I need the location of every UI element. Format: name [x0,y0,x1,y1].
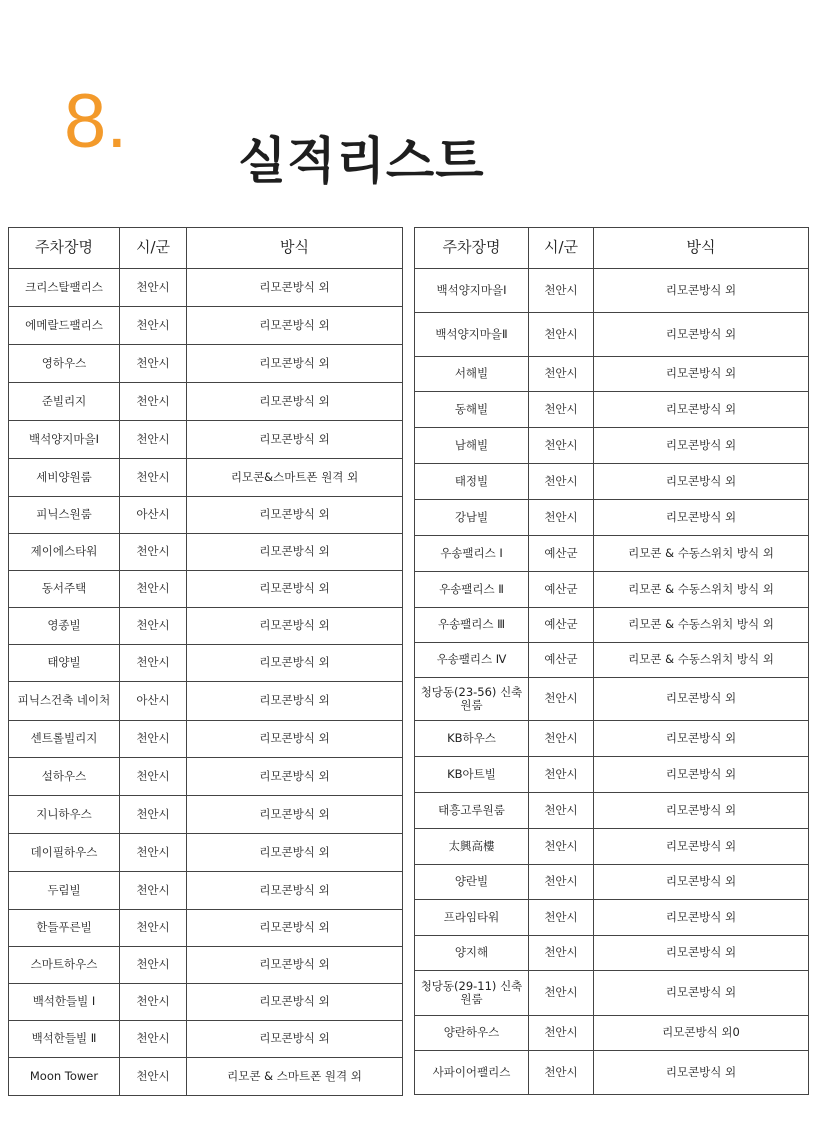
cell-method: 리모콘방식 외 [594,428,809,464]
cell-method: 리모콘방식 외 [187,421,403,459]
cell-city: 예산군 [529,536,594,572]
table-row [415,757,809,793]
cell-city: 천안시 [529,721,594,757]
cell-parking-name: 사파이어팰리스 [415,1051,529,1095]
cell-city: 천안시 [120,947,187,984]
table-row [9,910,403,947]
cell-parking-name: 피닉스건축 네이처 [9,682,120,721]
table-row [415,971,809,1016]
cell-method: 리모콘방식 외 [187,984,403,1021]
cell-city: 아산시 [120,682,187,721]
cell-method: 리모콘 & 수동스위치 방식 외 [594,608,809,643]
cell-city: 천안시 [120,910,187,947]
cell-method: 리모콘방식 외 [187,834,403,872]
cell-method: 리모콘방식 외 [187,383,403,421]
cell-parking-name: 백석한들빌 Ⅰ [9,984,120,1021]
table-row [415,865,809,900]
cell-parking-name: 백석양지마을Ⅱ [415,313,529,357]
table-row [9,345,403,383]
cell-city: 천안시 [529,313,594,357]
cell-city: 천안시 [120,571,187,608]
cell-method: 리모콘방식 외 [187,534,403,571]
cell-method: 리모콘방식 외 [594,500,809,536]
table-row [415,793,809,829]
cell-method: 리모콘방식 외 [594,313,809,357]
cell-parking-name: 프라임타워 [415,900,529,936]
cell-method: 리모콘 & 수동스위치 방식 외 [594,536,809,572]
cell-city: 천안시 [120,1021,187,1058]
table-row [9,984,403,1021]
cell-method: 리모콘방식 외 [187,1021,403,1058]
cell-parking-name: 백석한들빌 Ⅱ [9,1021,120,1058]
cell-method: 리모콘 & 수동스위치 방식 외 [594,572,809,608]
table-row [9,608,403,645]
cell-city: 천안시 [529,971,594,1016]
table-row [415,464,809,500]
column-header-parking-name: 주차장명 [415,228,529,269]
table-row [9,645,403,682]
cell-parking-name: 태정빌 [415,464,529,500]
cell-parking-name: 백석양지마을Ⅰ [415,269,529,313]
table-row [415,269,809,313]
cell-city: 아산시 [120,497,187,534]
cell-parking-name: 세비양원룸 [9,459,120,497]
cell-city: 천안시 [120,534,187,571]
table-row [415,608,809,643]
cell-method: 리모콘방식 외 [594,357,809,392]
cell-method: 리모콘방식 외 [594,678,809,721]
table-row [415,536,809,572]
cell-method: 리모콘방식 외 [594,757,809,793]
cell-parking-name: 제이에스타워 [9,534,120,571]
cell-method: 리모콘방식 외 [594,793,809,829]
cell-parking-name: 백석양지마을Ⅰ [9,421,120,459]
cell-city: 천안시 [120,269,187,307]
cell-parking-name: 스마트하우스 [9,947,120,984]
cell-parking-name: 서해빌 [415,357,529,392]
cell-city: 천안시 [529,357,594,392]
cell-city: 천안시 [120,383,187,421]
cell-parking-name: 양지해 [415,936,529,971]
cell-city: 천안시 [120,608,187,645]
table-row [415,392,809,428]
table-row [9,497,403,534]
cell-parking-name: 준빌리지 [9,383,120,421]
table-row [9,1021,403,1058]
cell-method: 리모콘방식 외 [187,608,403,645]
cell-parking-name: KB하우스 [415,721,529,757]
results-table-right [414,227,809,1095]
cell-city: 천안시 [529,269,594,313]
table-row [9,796,403,834]
table-row [9,571,403,608]
cell-method: 리모콘방식 외 [594,464,809,500]
cell-method: 리모콘방식 외 [594,1051,809,1095]
cell-city: 천안시 [529,1051,594,1095]
table-row [9,459,403,497]
cell-parking-name: 청당동(23-56) 신축원룸 [415,678,529,721]
cell-method: 리모콘방식 외 [594,971,809,1016]
cell-method: 리모콘방식 외 [187,796,403,834]
cell-city: 천안시 [120,1058,187,1096]
cell-parking-name: 강남빌 [415,500,529,536]
table-row [415,1016,809,1051]
cell-method: 리모콘방식 외 [187,758,403,796]
cell-city: 천안시 [120,758,187,796]
cell-city: 천안시 [529,936,594,971]
cell-parking-name: 태흥고루원룸 [415,793,529,829]
cell-city: 천안시 [529,757,594,793]
table-row [415,678,809,721]
column-header-city: 시/군 [120,228,187,269]
cell-city: 천안시 [120,345,187,383]
cell-parking-name: Moon Tower [9,1058,120,1096]
cell-method: 리모콘방식 외0 [594,1016,809,1051]
cell-method: 리모콘&스마트폰 원격 외 [187,459,403,497]
cell-city: 천안시 [529,900,594,936]
cell-parking-name: 우송팰리스 Ⅳ [415,643,529,678]
cell-city: 예산군 [529,643,594,678]
table-row [415,643,809,678]
cell-city: 천안시 [120,459,187,497]
cell-method: 리모콘방식 외 [594,392,809,428]
results-table-left [8,227,403,1096]
cell-parking-name: 에메랄드팰리스 [9,307,120,345]
cell-method: 리모콘방식 외 [187,910,403,947]
table-row [9,834,403,872]
cell-method: 리모콘방식 외 [594,721,809,757]
cell-method: 리모콘 & 스마트폰 원격 외 [187,1058,403,1096]
table-row [9,421,403,459]
table-row [9,307,403,345]
section-number [64,79,128,164]
cell-method: 리모콘방식 외 [187,269,403,307]
cell-city: 천안시 [529,500,594,536]
cell-city: 천안시 [120,872,187,910]
cell-parking-name: KB아트빌 [415,757,529,793]
table-row [415,313,809,357]
cell-parking-name: 양란하우스 [415,1016,529,1051]
cell-parking-name: 두림빌 [9,872,120,910]
table-row [9,534,403,571]
cell-method: 리모콘방식 외 [594,936,809,971]
table-row [9,383,403,421]
cell-parking-name: 태양빌 [9,645,120,682]
cell-parking-name: 센트롤빌리지 [9,721,120,758]
cell-parking-name: 한들푸른빌 [9,910,120,947]
table-row [9,721,403,758]
cell-parking-name: 太興高樓 [415,829,529,865]
table-row [9,1058,403,1096]
column-header-method: 방식 [187,228,403,269]
table-row [415,428,809,464]
section-number-digit: 8 [64,79,107,164]
cell-method: 리모콘방식 외 [187,872,403,910]
cell-parking-name: 양란빌 [415,865,529,900]
cell-method: 리모콘방식 외 [187,682,403,721]
table-row [415,900,809,936]
cell-city: 천안시 [120,307,187,345]
cell-parking-name: 우송팰리스 Ⅲ [415,608,529,643]
cell-city: 천안시 [120,984,187,1021]
table-row [415,1051,809,1095]
cell-parking-name: 지니하우스 [9,796,120,834]
cell-parking-name: 영하우스 [9,345,120,383]
cell-city: 천안시 [529,793,594,829]
cell-parking-name: 크리스탈팰리스 [9,269,120,307]
cell-method: 리모콘 & 수동스위치 방식 외 [594,643,809,678]
cell-method: 리모콘방식 외 [187,947,403,984]
cell-parking-name: 데이필하우스 [9,834,120,872]
cell-city: 천안시 [529,464,594,500]
cell-parking-name: 동해빌 [415,392,529,428]
table-row [415,936,809,971]
cell-method: 리모콘방식 외 [187,571,403,608]
table-row [415,721,809,757]
cell-method: 리모콘방식 외 [594,900,809,936]
cell-method: 리모콘방식 외 [594,865,809,900]
cell-city: 천안시 [120,796,187,834]
cell-city: 천안시 [529,678,594,721]
cell-method: 리모콘방식 외 [187,645,403,682]
table-row [9,269,403,307]
cell-city: 천안시 [529,392,594,428]
cell-city: 천안시 [529,829,594,865]
cell-parking-name: 우송팰리스 Ⅰ [415,536,529,572]
table-row [9,947,403,984]
cell-parking-name: 영종빌 [9,608,120,645]
cell-city: 천안시 [120,421,187,459]
page-title: 실적리스트 [238,132,485,190]
cell-parking-name: 피닉스원룸 [9,497,120,534]
table-row [415,500,809,536]
table-row [415,829,809,865]
cell-method: 리모콘방식 외 [594,829,809,865]
cell-method: 리모콘방식 외 [187,497,403,534]
cell-city: 천안시 [529,865,594,900]
column-header-parking-name: 주차장명 [9,228,120,269]
cell-city: 천안시 [529,1016,594,1051]
column-header-method: 방식 [594,228,809,269]
cell-method: 리모콘방식 외 [187,345,403,383]
table-row [9,758,403,796]
cell-city: 천안시 [529,428,594,464]
cell-parking-name: 청당동(29-11) 신축원룸 [415,971,529,1016]
table-row [9,872,403,910]
cell-city: 예산군 [529,572,594,608]
cell-city: 천안시 [120,645,187,682]
cell-city: 천안시 [120,834,187,872]
column-header-city: 시/군 [529,228,594,269]
cell-method: 리모콘방식 외 [594,269,809,313]
cell-parking-name: 설하우스 [9,758,120,796]
table-row [415,572,809,608]
cell-method: 리모콘방식 외 [187,721,403,758]
table-row [9,682,403,721]
cell-city: 천안시 [120,721,187,758]
cell-parking-name: 동서주택 [9,571,120,608]
table-row [415,357,809,392]
cell-parking-name: 남해빌 [415,428,529,464]
section-number-dot: . [106,79,128,164]
cell-method: 리모콘방식 외 [187,307,403,345]
cell-parking-name: 우송팰리스 Ⅱ [415,572,529,608]
cell-city: 예산군 [529,608,594,643]
